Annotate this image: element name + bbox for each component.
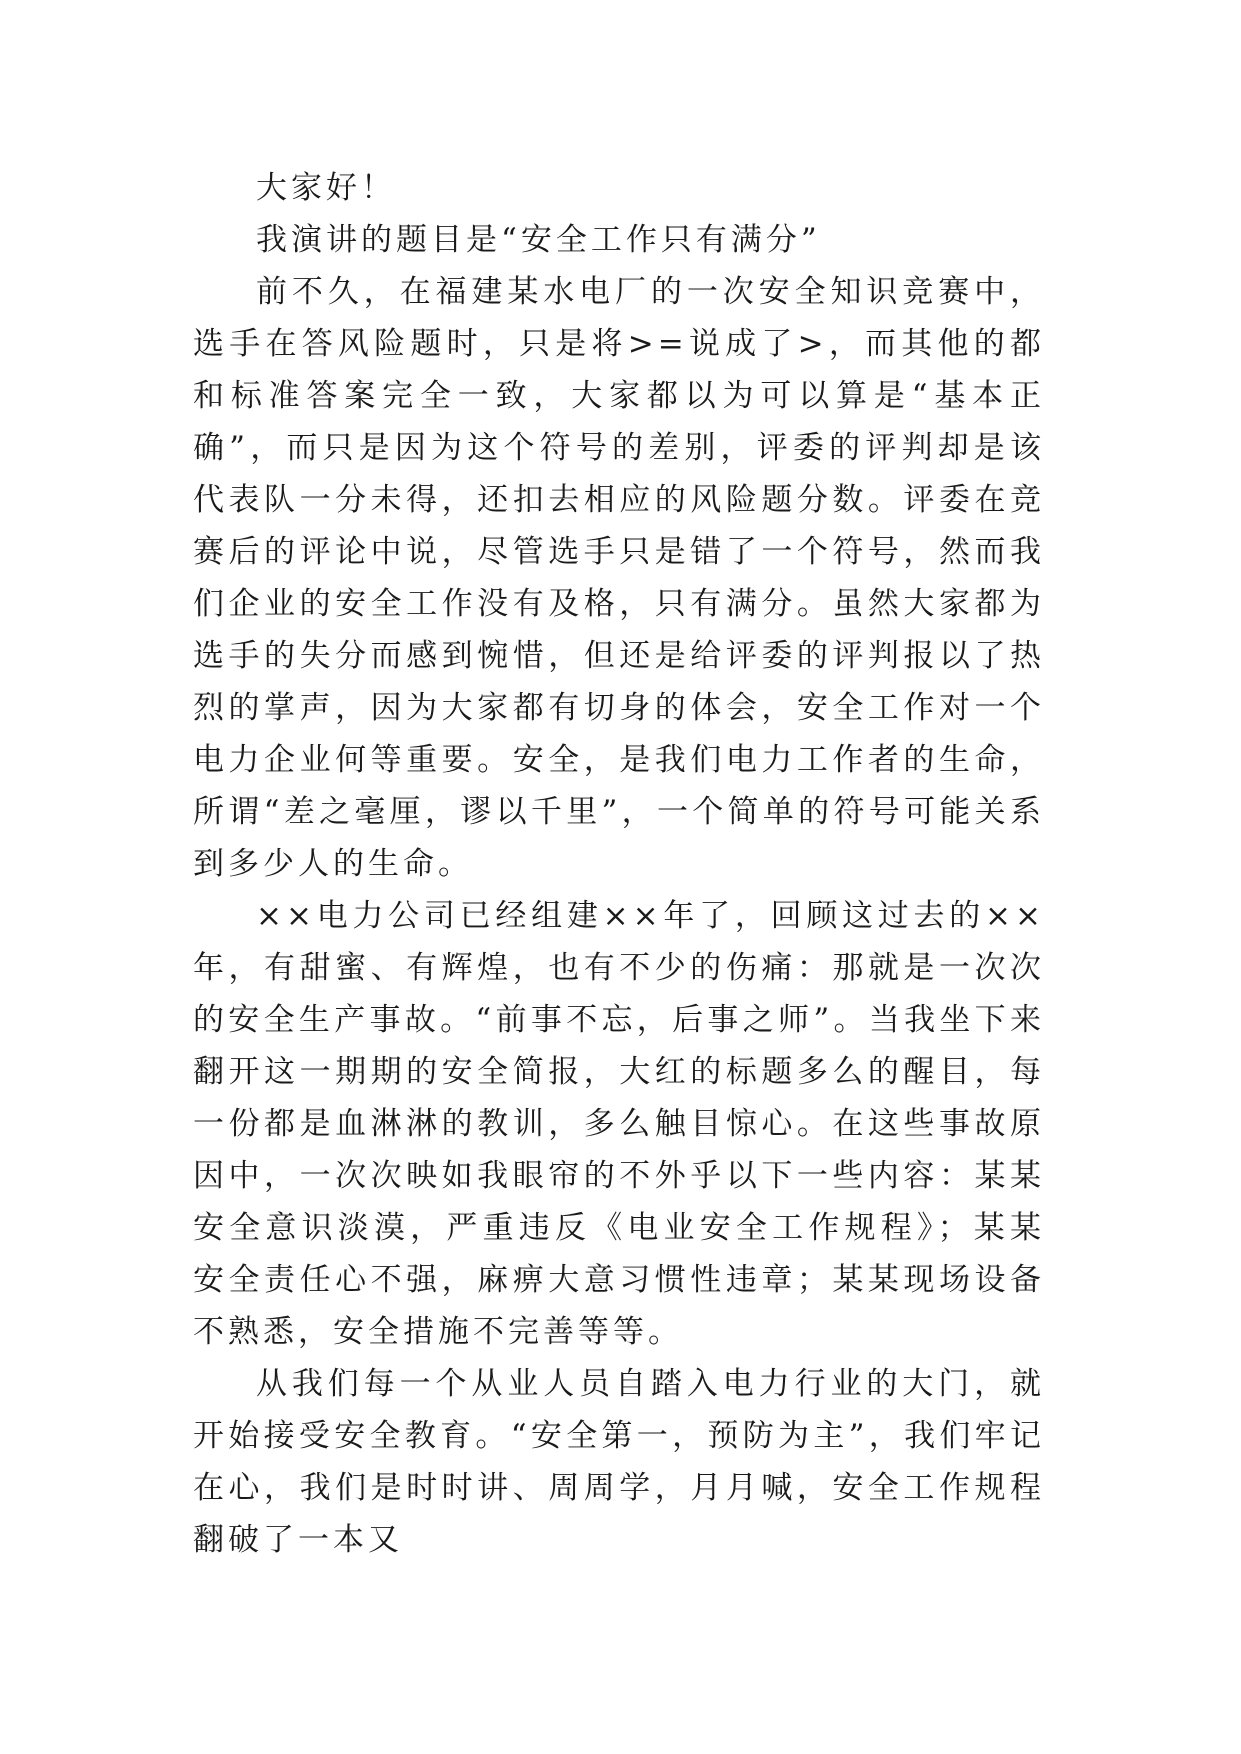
paragraph-competition-story: 前不久，在福建某水电厂的一次安全知识竞赛中，选手在答风险题时，只是将>=说成了>，而其他的都和标准答案完全一致，大家都以为可以算是“基本正确”，而只是因为这个符号的差别，评委的评判却是该代表队一分未得，还扣去相应的风险题分数。评委在竞赛后的评论中说，尽管选手只是错了一个符号，然而我们企业的安全工作没有及格，只有满分。虽然大家都为选手的失分而感到惋惜，但还是给评委的评判报以了热烈的掌声，因为大家都有切身的体会，安全工作对一个电力企业何等重要。安全，是我们电力工作者的生命，所谓“差之毫厘，谬以千里”，一个简单的符号可能关系到多少人的生命。 [193, 274, 1045, 882]
paragraph-topic: 我演讲的题目是“安全工作只有满分” [256, 222, 821, 258]
paragraph-company-history: ××电力公司已经组建××年了，回顾这过去的××年，有甜蜜、有辉煌，也有不少的伤痛：那就是一次次的安全生产事故。“前事不忘，后事之师”。当我坐下来翻开这一期期的安全简报，大红的标题多么的醒目，每一份都是血淋淋的教训，多么触目惊心。在这些事故原因中，一次次映如我眼帘的不外乎以下一些内容：某某安全意识淡漠，严重违反《电业安全工作规程》；某某安全责任心不强，麻痹大意习惯性违章；某某现场设备不熟悉，安全措施不完善等等。 [193, 898, 1045, 1350]
paragraph-safety-education: 从我们每一个从业人员自踏入电力行业的大门，就开始接受安全教育。“安全第一，预防为主”，我们牢记在心，我们是时时讲、周周学，月月喊，安全工作规程翻破了一本又 [193, 1366, 1045, 1558]
speech-body [193, 162, 1045, 1566]
paragraph-greeting: 大家好！ [256, 170, 396, 206]
